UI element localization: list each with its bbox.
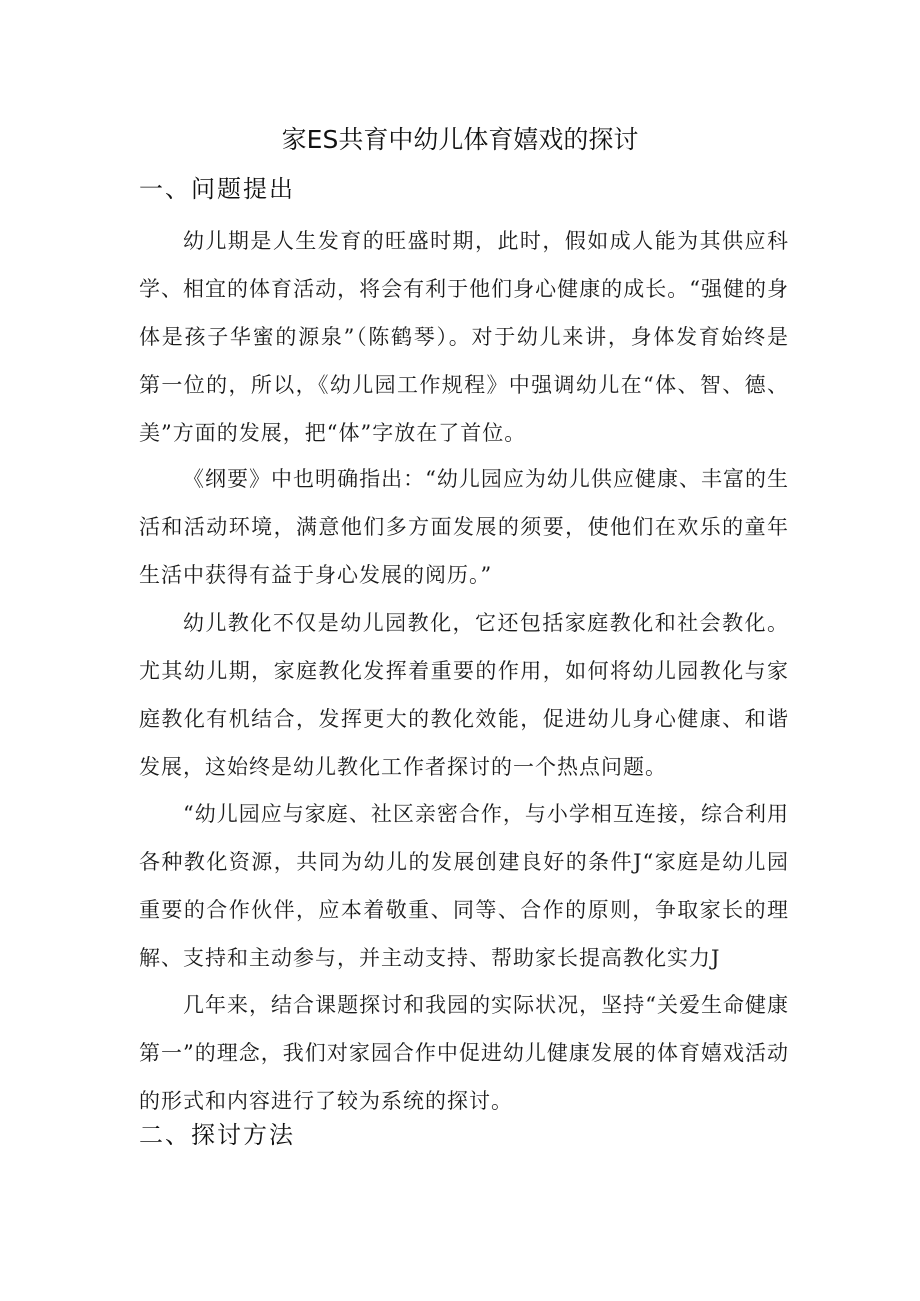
paragraph: 幼儿期是人生发育的旺盛时期，此时，假如成人能为其供应科学、相宜的体育活动，将会有利于他们身心健康的成长。“强健的身体是孩子华蜜的源泉”（陈鹤琴）。对于幼儿来讲，身体发育始终是第一位的，所以，《幼儿园工作规程》中强调幼儿在“体、智、德、美”方面的发展，把“体”字放在了首位。 [139, 229, 789, 445]
paragraph: “幼儿园应与家庭、社区亲密合作，与小学相互连接，综合利用各种教化资源，共同为幼儿的发展创建良好的条件J“家庭是幼儿园重要的合作伙伴，应本着敬重、同等、合作的原则，争取家长的理解、支持和主动参与，并主动支持、帮助家长提高教化实力J [139, 802, 789, 970]
section-heading-problem: 一、问题提出 [139, 175, 295, 203]
document-title: 家ES共育中幼儿体育嬉戏的探讨 [281, 125, 639, 154]
paragraph: 几年来，结合课题探讨和我园的实际状况，坚持“关爱生命健康第一”的理念，我们对家园合作中促进幼儿健康发展的体育嬉戏活动的形式和内容进行了较为系统的探讨。 [139, 993, 789, 1113]
paragraph: 《纲要》中也明确指出：“幼儿园应为幼儿供应健康、丰富的生活和活动环境，满意他们多方面发展的须要，使他们在欢乐的童年生活中获得有益于身心发展的阅历。” [139, 467, 789, 587]
paragraph: 幼儿教化不仅是幼儿园教化，它还包括家庭教化和社会教化。尤其幼儿期，家庭教化发挥着重要的作用，如何将幼儿园教化与家庭教化有机结合，发挥更大的教化效能，促进幼儿身心健康、和谐发展，这始终是幼儿教化工作者探讨的一个热点问题。 [139, 611, 789, 779]
section-heading-method: 二、探讨方法 [139, 1121, 295, 1149]
